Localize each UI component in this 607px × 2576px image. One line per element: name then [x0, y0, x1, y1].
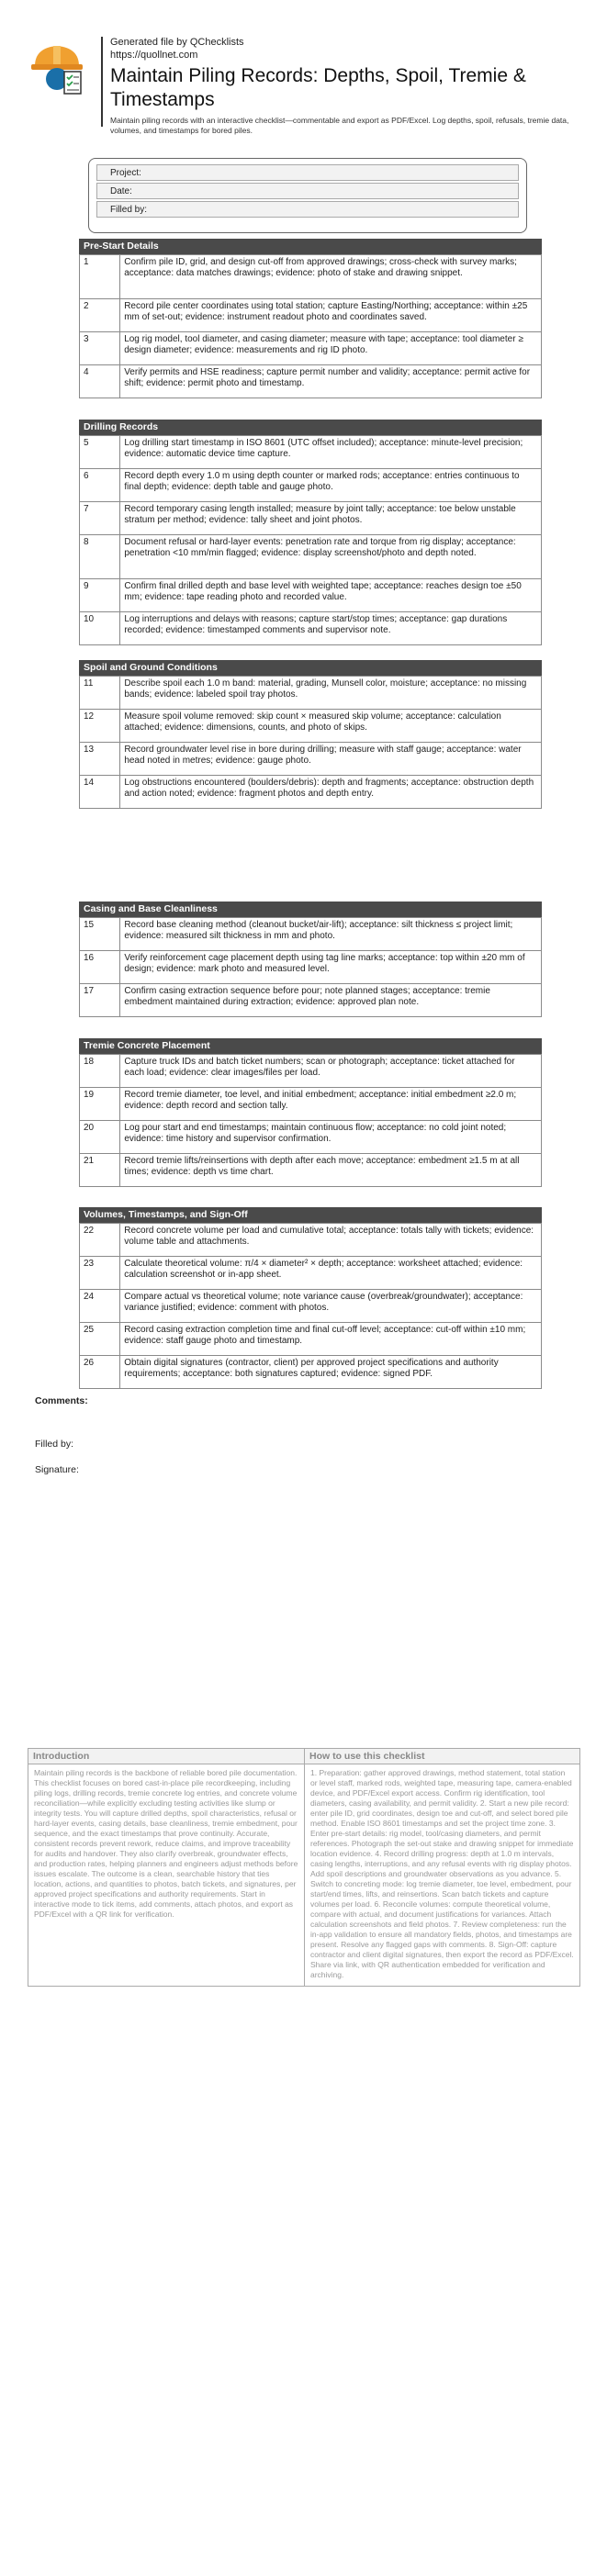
project-info-box [88, 158, 527, 233]
section-title: Drilling Records [79, 420, 542, 435]
signature-label: Signature: [35, 1464, 79, 1475]
item-text: Calculate theoretical volume: π/4 × diameter² × depth; acceptance: worksheet attached; evidence: calculation screenshot or in-app sheet. [120, 1257, 542, 1290]
section-casing-base [79, 902, 542, 1017]
checklist-item[interactable] [80, 1055, 542, 1088]
checklist-item[interactable] [80, 579, 542, 612]
item-text: Capture truck IDs and batch ticket numbers; scan or photograph; acceptance: ticket attached for each load; evidence: clear images/files per load. [120, 1055, 542, 1088]
checklist-item[interactable] [80, 951, 542, 984]
item-number: 16 [80, 951, 120, 984]
checklist-item[interactable] [80, 677, 542, 710]
item-text: Record pile center coordinates using total station; capture Easting/Northing; acceptance: within ±25 mm of set-out; evidence: instrument readout photo and coordinates saved. [120, 299, 542, 332]
item-number: 6 [80, 469, 120, 502]
item-text: Describe spoil each 1.0 m band: material, grading, Munsell color, moisture; acceptance: no missing bands; evidence: labeled spoil tray photos. [120, 677, 542, 710]
filled-by-label: Filled by: [35, 1439, 74, 1450]
section-title: Pre-Start Details [79, 239, 542, 254]
item-number: 22 [80, 1224, 120, 1257]
date-field[interactable]: Date: [96, 183, 519, 199]
checklist-item[interactable] [80, 1323, 542, 1356]
introduction-text: Maintain piling records is the backbone of reliable bored pile documentation. This checklist focuses on bored cast-in-place pile recordkeeping, including piling logs, drilling records, tremie concrete log entries, and concrete volume reconciliation—while explicitly excluding testing activities like slump or integrity tests. You will capture drilled depths, spoil characteristics, refusal or hard-layer events, casing details, base cleanliness, tremie embedment, pour sequence, and the exact timestamps that prove continuity. Accurate, consistent records prevent rework, reduce claims, and improve traceability for audits and handover. They also clarify overbreak, groundwater effects, and production rates, helping planners and engineers adjust methods before issues escalate. The outcome is a clean, searchable history that ties location, actions, and quantities to photos, batch tickets, and signatures, per approved project specifications and authority requirements. Start in interactive mode to tick items, add comments, attach photos, and export as PDF/Excel with a QR link for verification. [34, 1768, 298, 1919]
item-number: 5 [80, 436, 120, 469]
section-drilling-records [79, 420, 542, 645]
item-number: 25 [80, 1323, 120, 1356]
section-pre-start [79, 239, 542, 398]
checklist-item[interactable] [80, 535, 542, 579]
section-tremie-placement [79, 1038, 542, 1187]
item-text: Verify reinforcement cage placement depth using tag line marks; acceptance: top within ±20 mm of design; evidence: mark photo and measured level. [120, 951, 542, 984]
item-text: Log rig model, tool diameter, and casing diameter; measure with tape; acceptance: tool diameter ≥ design diameter; evidence: measurements and rig ID photo. [120, 332, 542, 365]
item-number: 4 [80, 365, 120, 398]
item-number: 11 [80, 677, 120, 710]
checklist-item[interactable] [80, 299, 542, 332]
checklist-item[interactable] [80, 332, 542, 365]
checklist-item[interactable] [80, 918, 542, 951]
item-number: 9 [80, 579, 120, 612]
section-volumes-signoff [79, 1207, 542, 1389]
item-text: Record casing extraction completion time and final cut-off level; acceptance: cut-off within ±10 mm; evidence: staff gauge photo and timestamp. [120, 1323, 542, 1356]
item-number: 15 [80, 918, 120, 951]
page-title: Maintain Piling Records: Depths, Spoil, Tremie & Timestamps [110, 65, 526, 110]
introduction-title: Introduction [28, 1749, 304, 1764]
item-number: 2 [80, 299, 120, 332]
item-number: 10 [80, 612, 120, 645]
checklist-item[interactable] [80, 365, 542, 398]
item-text: Document refusal or hard-layer events: penetration rate and torque from rig display; acceptance: penetration <10 mm/min flagged; evidence: display screenshot/photo and depth noted. [120, 535, 542, 579]
document-header [28, 33, 579, 143]
item-number: 21 [80, 1154, 120, 1187]
item-text: Record tremie lifts/reinsertions with depth after each move; acceptance: embedment ≥1.5 m at all times; evidence: depth vs time chart. [120, 1154, 542, 1187]
generated-by-text: Generated file by QChecklists [110, 37, 244, 48]
item-text: Log obstructions encountered (boulders/debris): depth and fragments; acceptance: obstruction depth and action noted; evidence: fragment photos and depth entry. [120, 776, 542, 809]
item-text: Measure spoil volume removed: skip count × measured skip volume; acceptance: calculation attached; evidence: dimensions, counts, and photo of skips. [120, 710, 542, 743]
checklist-item[interactable] [80, 1088, 542, 1121]
checklist-item[interactable] [80, 436, 542, 469]
checklist-item[interactable] [80, 743, 542, 776]
item-text: Record groundwater level rise in bore during drilling; measure with staff gauge; acceptance: water head noted in metres; evidence: gauge photo. [120, 743, 542, 776]
checklist-item[interactable] [80, 1290, 542, 1323]
checklist-item[interactable] [80, 1257, 542, 1290]
how-to-text: 1. Preparation: gather approved drawings, method statement, total station or level staff, marked rods, weighted tape, measuring tape, camera-enabled device, and PDF/Excel export access. Confirm rig identification, tool diameters, casing availability, and permit validity. 2. Start a new pile record: enter pile ID, grid coordinates, design toe and cut-off, and select bored pile method. Enable ISO 8601 timestamps and set the project time zone. 3. Enter pre-start details: rig model, tool/casing diameters, and permit references. Photograph the set-out stake and drawing snippet for immediate location evidence. 4. Record drilling progress: depth at 1.0 m intervals, casing lengths, interruptions, and any refusal events with rig display photos. Add spoil descriptions and groundwater observations as you advance. 5. Switch to concreting mode: log tremie diameter, toe level, embedment, pour start/end times, lifts, and reinsertions. Scan batch tickets and capture volumes per load. 6. Reconcile volumes: compute theoretical volume, compare with actual, and document justifications for variances. Attach calculation screenshots and field photos. 7. Review completeness: run the in-app validation to ensure all mandatory fields, photos, and timestamps are present. Resolve any flagged gaps with comments. 8. Sign-Off: capture contractor and client digital signatures, then export the record as PDF/Excel. Share via link, with QR authentication embedded for verification and archiving. [310, 1768, 574, 1979]
checklist-item[interactable] [80, 255, 542, 299]
item-number: 17 [80, 984, 120, 1017]
checklist-item[interactable] [80, 469, 542, 502]
checklist-item[interactable] [80, 1154, 542, 1187]
item-text: Record temporary casing length installed; measure by joint tally; acceptance: toe below unstable stratum per method; evidence: tally sheet and joint photos. [120, 502, 542, 535]
filled-by-field[interactable]: Filled by: [96, 201, 519, 218]
checklist-item[interactable] [80, 710, 542, 743]
item-text: Record base cleaning method (cleanout bucket/air-lift); acceptance: silt thickness ≤ project limit; evidence: measured silt thickness in mm and photo. [120, 918, 542, 951]
item-text: Log pour start and end timestamps; maintain continuous flow; acceptance: no cold joint noted; evidence: time history and supervisor confirmation. [120, 1121, 542, 1154]
checklist-item[interactable] [80, 502, 542, 535]
item-number: 7 [80, 502, 120, 535]
section-title: Tremie Concrete Placement [79, 1038, 542, 1054]
comments-label: Comments: [35, 1395, 88, 1406]
item-number: 20 [80, 1121, 120, 1154]
item-text: Verify permits and HSE readiness; capture permit number and validity; acceptance: permit active for shift; evidence: permit photo and timestamp. [120, 365, 542, 398]
item-number: 18 [80, 1055, 120, 1088]
item-text: Record depth every 1.0 m using depth counter or marked rods; acceptance: entries continuous to final depth; evidence: depth table and gauge photo. [120, 469, 542, 502]
checklist-item[interactable] [80, 1224, 542, 1257]
item-text: Log interruptions and delays with reasons; capture start/stop times; acceptance: gap durations recorded; evidence: timestamped comments and supervisor note. [120, 612, 542, 645]
item-number: 26 [80, 1356, 120, 1389]
checklist-item[interactable] [80, 1121, 542, 1154]
item-number: 24 [80, 1290, 120, 1323]
project-field[interactable]: Project: [96, 164, 519, 181]
checklist-item[interactable] [80, 1356, 542, 1389]
item-text: Obtain digital signatures (contractor, client) per approved project specifications and authority requirements; acceptance: both signatures captured; evidence: signed PDF. [120, 1356, 542, 1389]
checklist-item[interactable] [80, 984, 542, 1017]
page-subtitle: Maintain piling records with an interactive checklist—commentable and export as PDF/Excel. Log depths, spoil, refusals, tremie data, volumes, and timestamps for bored piles. [110, 116, 569, 135]
item-text: Record concrete volume per load and cumulative total; acceptance: totals tally with tickets; evidence: volume table and attachments. [120, 1224, 542, 1257]
item-number: 19 [80, 1088, 120, 1121]
item-text: Log drilling start timestamp in ISO 8601 (UTC offset included); acceptance: minute-level precision; evidence: automatic device time capture. [120, 436, 542, 469]
item-number: 13 [80, 743, 120, 776]
item-number: 23 [80, 1257, 120, 1290]
item-number: 1 [80, 255, 120, 299]
how-to-column [305, 1749, 579, 1986]
item-number: 14 [80, 776, 120, 809]
introduction-column [28, 1749, 305, 1986]
item-text: Confirm final drilled depth and base level with weighted tape; acceptance: reaches design toe ±50 mm; evidence: tape reading photo and recorded value. [120, 579, 542, 612]
section-spoil-ground [79, 660, 542, 809]
item-number: 3 [80, 332, 120, 365]
header-divider [101, 37, 103, 127]
guidance-panel [28, 1748, 580, 1987]
item-number: 8 [80, 535, 120, 579]
item-text: Confirm pile ID, grid, and design cut-off from approved drawings; cross-check with survey marks; acceptance: data matches drawings; evidence: photo of stake and drawing snippet. [120, 255, 542, 299]
checklist-item[interactable] [80, 776, 542, 809]
checklist-item[interactable] [80, 612, 542, 645]
item-text: Compare actual vs theoretical volume; note variance cause (overbreak/groundwater); acceptance: variance justified; evidence: comment with photos. [120, 1290, 542, 1323]
item-text: Record tremie diameter, toe level, and initial embedment; acceptance: initial embedment ≥2.0 m; evidence: depth record and section tally. [120, 1088, 542, 1121]
section-title: Casing and Base Cleanliness [79, 902, 542, 917]
how-to-title: How to use this checklist [305, 1749, 579, 1764]
section-title: Volumes, Timestamps, and Sign-Off [79, 1207, 542, 1223]
item-number: 12 [80, 710, 120, 743]
hardhat-checklist-logo-icon [28, 39, 86, 97]
source-url-link[interactable]: https://quollnet.com [110, 50, 198, 61]
item-text: Confirm casing extraction sequence before pour; note planned stages; acceptance: tremie embedment maintained during extraction; evidence: approved plan note. [120, 984, 542, 1017]
section-title: Spoil and Ground Conditions [79, 660, 542, 676]
